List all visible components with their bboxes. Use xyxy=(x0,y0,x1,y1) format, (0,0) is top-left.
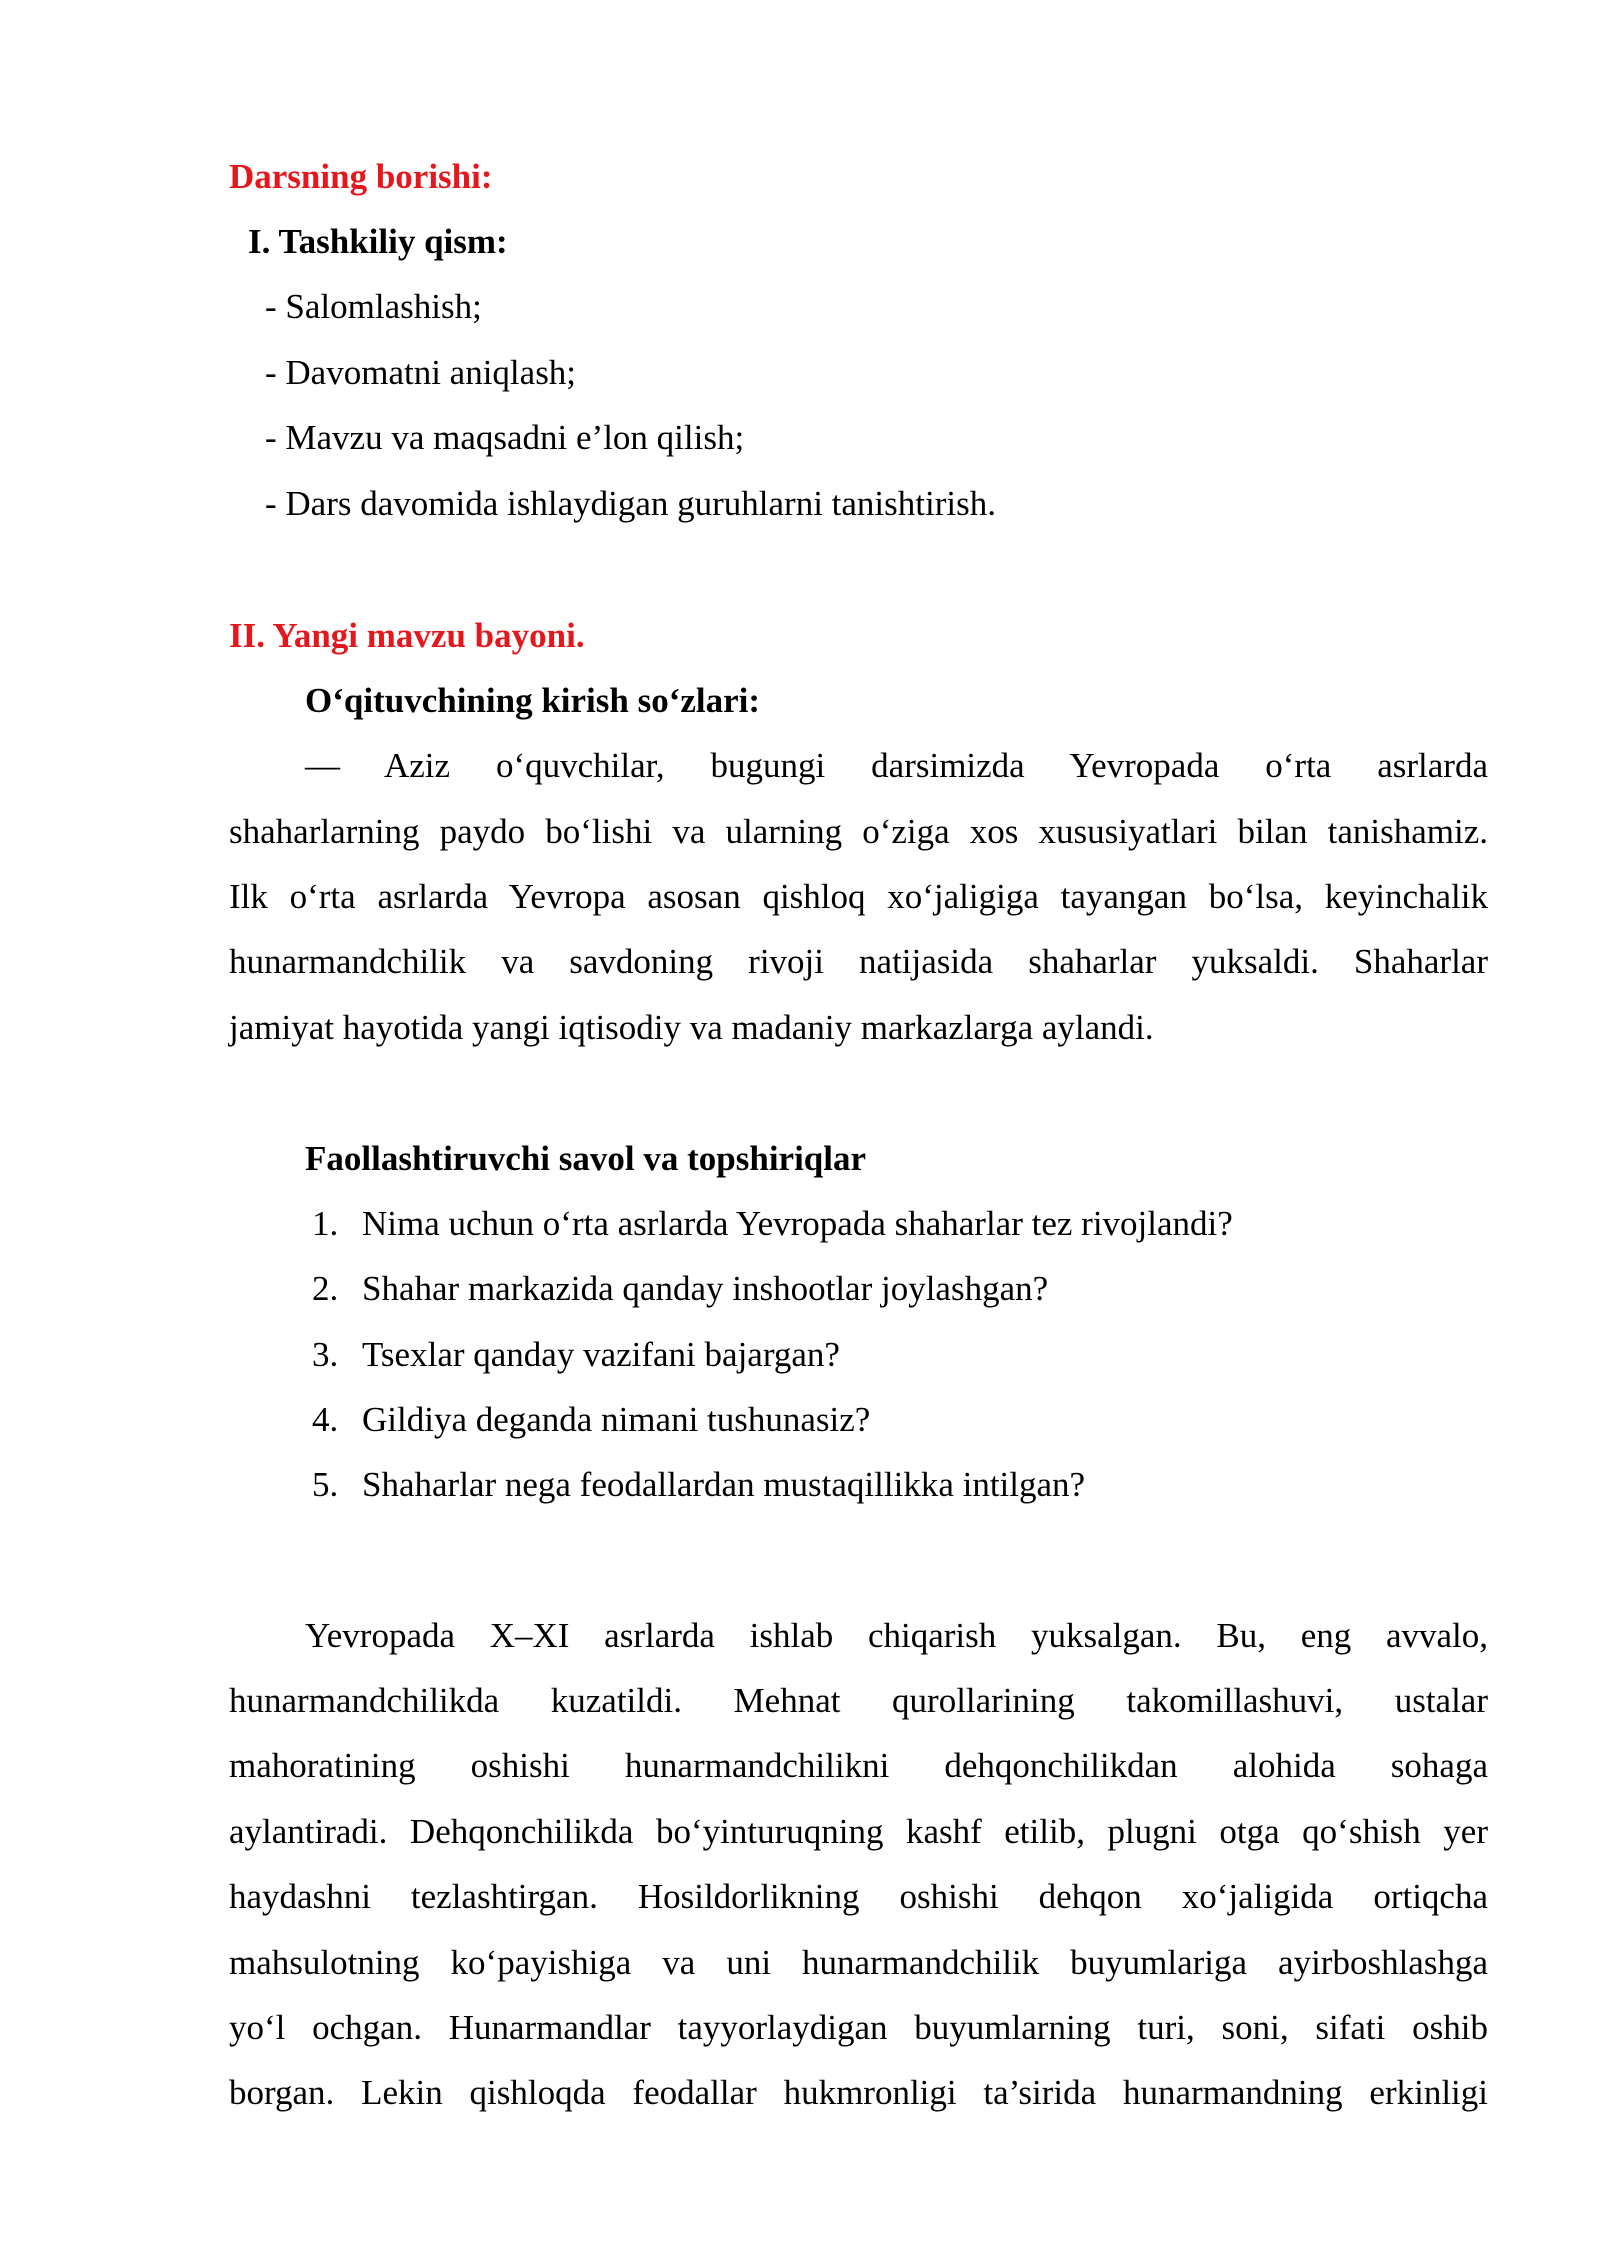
question-text: Nima uchun o‘rta asrlarda Yevropada shaharlar tez rivojlandi? xyxy=(362,1204,1233,1243)
organizational-item: - Salomlashish; xyxy=(265,287,482,326)
question-text: Tsexlar qanday vazifani bajargan? xyxy=(362,1335,840,1374)
organizational-item: - Mavzu va maqsadni e’lon qilish; xyxy=(265,418,745,457)
question-number: 5. xyxy=(312,1465,339,1504)
body-line: mahsulotning ko‘payishiga va uni hunarmandchilik buyumlariga ayirboshlashga xyxy=(229,1943,1488,1982)
body-line: aylantiradi. Dehqonchilikda bo‘yinturuqning kashf etilib, plugni otga qo‘shish yer xyxy=(229,1812,1488,1851)
intro-line: shaharlarning paydo bo‘lishi va ularning o‘ziga xos xususiyatlari bilan tanishamiz. xyxy=(229,812,1488,851)
question-text: Shaharlar nega feodallardan mustaqillikka intilgan? xyxy=(362,1465,1086,1504)
body-line: hunarmandchilikda kuzatildi. Mehnat qurollarining takomillashuvi, ustalar xyxy=(229,1681,1488,1720)
organizational-part-heading: I. Tashkiliy qism: xyxy=(248,222,508,261)
question-text: Gildiya deganda nimani tushunasiz? xyxy=(362,1400,871,1439)
organizational-item: - Dars davomida ishlaydigan guruhlarni tanishtirish. xyxy=(265,484,996,523)
question-number: 1. xyxy=(312,1204,339,1243)
new-topic-heading: II. Yangi mavzu bayoni. xyxy=(229,616,585,655)
question-number: 3. xyxy=(312,1335,339,1374)
body-line: mahoratining oshishi hunarmandchilikni dehqonchilikdan alohida sohaga xyxy=(229,1746,1488,1785)
question-number: 4. xyxy=(312,1400,339,1439)
body-line: yo‘l ochgan. Hunarmandlar tayyorlaydigan buyumlarning turi, soni, sifati oshib xyxy=(229,2008,1488,2047)
body-line: borgan. Lekin qishloqda feodallar hukmronligi ta’sirida hunarmandning erkinligi xyxy=(229,2073,1488,2112)
lesson-progress-heading: Darsning borishi: xyxy=(229,157,493,196)
intro-line: hunarmandchilik va savdoning rivoji natijasida shaharlar yuksaldi. Shaharlar xyxy=(229,942,1488,981)
question-number: 2. xyxy=(312,1269,339,1308)
body-line: Yevropada X–XI asrlarda ishlab chiqarish yuksalgan. Bu, eng avvalo, xyxy=(305,1616,1488,1655)
question-text: Shahar markazida qanday inshootlar joylashgan? xyxy=(362,1269,1049,1308)
questions-heading: Faollashtiruvchi savol va topshiriqlar xyxy=(305,1139,867,1178)
body-line: haydashni tezlashtirgan. Hosildorlikning oshishi dehqon xo‘jaligida ortiqcha xyxy=(229,1877,1488,1916)
organizational-item: - Davomatni aniqlash; xyxy=(265,353,577,392)
teacher-intro-heading: O‘qituvchining kirish so‘zlari: xyxy=(305,681,761,720)
intro-line: Ilk o‘rta asrlarda Yevropa asosan qishloq xo‘jaligiga tayangan bo‘lsa, keyinchalik xyxy=(229,877,1488,916)
intro-line: jamiyat hayotida yangi iqtisodiy va madaniy markazlarga aylandi. xyxy=(229,1008,1154,1047)
intro-line: — Aziz o‘quvchilar, bugungi darsimizda Yevropada o‘rta asrlarda xyxy=(305,746,1488,785)
